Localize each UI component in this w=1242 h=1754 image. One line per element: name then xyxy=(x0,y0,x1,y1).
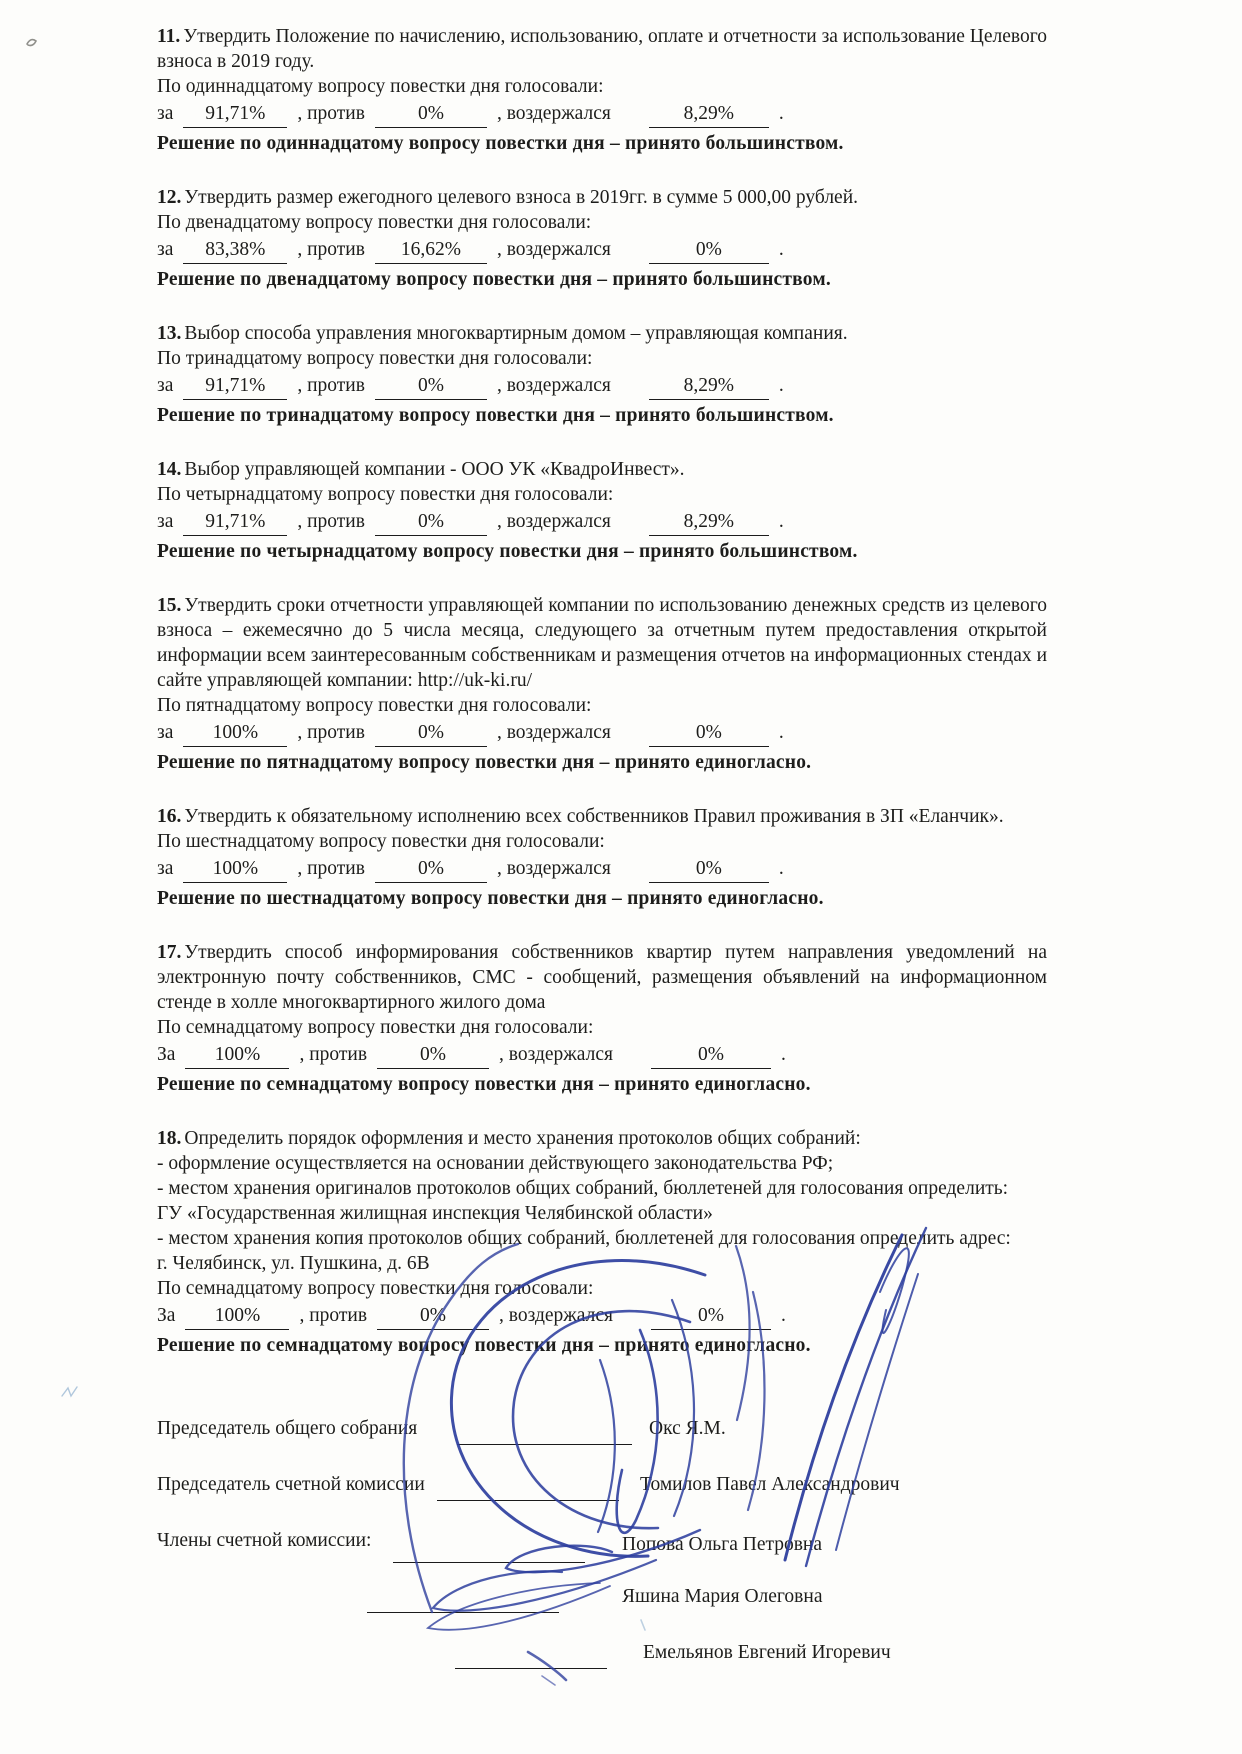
vote-vozd-label: , воздержался xyxy=(499,1305,613,1326)
item-text: 18. Определить порядок оформления и место хранения протоколов общих собраний: xyxy=(157,1128,861,1149)
item-number: 14. xyxy=(157,459,182,480)
vote-za-label: За xyxy=(157,1305,176,1326)
vote-za-label: За xyxy=(157,1044,176,1065)
vote-vozd-value: 8,29% xyxy=(649,373,769,400)
vote-intro: По тринадцатому вопросу повестки дня голосовали: xyxy=(157,348,593,369)
signature-name: Емельянов Евгений Игоревич xyxy=(643,1642,891,1663)
decision-line: Решение по семнадцатому вопросу повестки дня – принято единогласно. xyxy=(157,1074,811,1095)
vote-line: за 100% , против 0% , воздержался 0% . xyxy=(157,856,1047,883)
vote-za-value: 100% xyxy=(185,1303,289,1330)
vote-vozd-value: 0% xyxy=(649,856,769,883)
vote-vozd-label: , воздержался xyxy=(496,239,611,260)
decision-line: Решение по пятнадцатому вопросу повестки дня – принято единогласно. xyxy=(157,752,812,773)
item-number: 16. xyxy=(157,806,182,827)
item-text: 17. Утвердить способ информирования собственников квартир путем направления уведомлений на электронную почту собственников, СМС - сообщений, размещения объявлений на информационном стенде в холле многоквартирного жилого дома xyxy=(157,942,1047,1013)
vote-protiv-label: , против xyxy=(299,1305,368,1326)
vote-za-value: 100% xyxy=(185,1042,289,1069)
vote-intro: По шестнадцатому вопросу повестки дня голосовали: xyxy=(157,831,605,852)
protocol-body xyxy=(157,24,1047,1684)
agenda-item-17 xyxy=(157,940,1047,1097)
item-text: 13. Выбор способа управления многоквартирным домом – управляющая компания. xyxy=(157,323,848,344)
vote-line: За 100% , против 0% , воздержался 0% . xyxy=(157,1042,1047,1069)
vote-za-value: 91,71% xyxy=(183,509,287,536)
item-text: 12. Утвердить размер ежегодного целевого взноса в 2019гг. в сумме 5 000,00 рублей. xyxy=(157,187,859,208)
item-number: 15. xyxy=(157,595,182,616)
item-number: 12. xyxy=(157,187,182,208)
vote-line: за 91,71% , против 0% , воздержался 8,29% . xyxy=(157,101,1047,128)
signature-line xyxy=(393,1562,585,1563)
signature-name: Окс Я.М. xyxy=(649,1418,726,1439)
vote-za-value: 91,71% xyxy=(183,101,287,128)
item-text: 11. Утвердить Положение по начислению, использованию, оплате и отчетности за использование Целевого взноса в 2019 году. xyxy=(157,26,1048,72)
item-subline: - местом хранения копия протоколов общих собраний, бюллетеней для голосования определить адрес: xyxy=(157,1228,1011,1249)
vote-za-value: 100% xyxy=(183,856,287,883)
vote-protiv-value: 0% xyxy=(375,373,487,400)
vote-za-value: 83,38% xyxy=(183,237,287,264)
vote-vozd-label: , воздержался xyxy=(496,722,611,743)
vote-vozd-label: , воздержался xyxy=(496,858,611,879)
signature-block xyxy=(157,1404,1047,1684)
item-text: 15. Утвердить сроки отчетности управляющей компании по использованию денежных средств из целевого взноса – ежемесячно до 5 числа месяца, следующего за отчетным путем предоставления открытой информации всем заинтересованным собственникам и размещения отчетов на информационных стендах и сайте управляющей компании: http://uk-ki.ru/ xyxy=(157,595,1047,691)
vote-line: За 100% , против 0% , воздержался 0% . xyxy=(157,1303,1047,1330)
item-subline: - оформление осуществляется на основании действующего законодательства РФ; xyxy=(157,1153,834,1174)
vote-protiv-value: 0% xyxy=(375,720,487,747)
signature-row-count-chairman xyxy=(157,1460,1047,1516)
vote-intro: По двенадцатому вопросу повестки дня голосовали: xyxy=(157,212,592,233)
vote-vozd-label: , воздержался xyxy=(496,103,611,124)
item-number: 11. xyxy=(157,26,181,47)
vote-intro: По семнадцатому вопросу повестки дня голосовали: xyxy=(157,1017,594,1038)
agenda-item-16 xyxy=(157,804,1047,911)
vote-line: за 83,38% , против 16,62% , воздержался 0% . xyxy=(157,237,1047,264)
signature-name: Яшина Мария Олеговна xyxy=(622,1586,823,1607)
vote-vozd-value: 8,29% xyxy=(649,101,769,128)
agenda-item-18 xyxy=(157,1126,1047,1358)
vote-protiv-value: 0% xyxy=(377,1303,489,1330)
item-number: 18. xyxy=(157,1128,182,1149)
vote-intro: По семнадцатому вопросу повестки дня голосовали: xyxy=(157,1278,594,1299)
vote-protiv-value: 16,62% xyxy=(375,237,487,264)
vote-za-value: 91,71% xyxy=(183,373,287,400)
agenda-item-13 xyxy=(157,321,1047,428)
vote-za-label: за xyxy=(157,858,174,879)
vote-protiv-value: 0% xyxy=(375,856,487,883)
vote-protiv-label: , против xyxy=(297,103,365,124)
item-subline: г. Челябинск, ул. Пушкина, д. 6В xyxy=(157,1253,430,1274)
agenda-item-12 xyxy=(157,185,1047,292)
signature-line xyxy=(367,1612,559,1613)
vote-za-value: 100% xyxy=(183,720,287,747)
vote-vozd-label: , воздержался xyxy=(496,375,611,396)
vote-za-label: за xyxy=(157,375,174,396)
scan-artifact-pencil-mark xyxy=(27,40,36,46)
vote-vozd-value: 0% xyxy=(651,1042,771,1069)
signature-role: Члены счетной комиссии: xyxy=(157,1530,372,1551)
item-subline: - местом хранения оригиналов протоколов общих собраний, бюллетеней для голосования определить: xyxy=(157,1178,1009,1199)
vote-vozd-label: , воздержался xyxy=(499,1044,613,1065)
signature-name: Томилов Павел Александрович xyxy=(640,1474,900,1495)
vote-vozd-value: 0% xyxy=(649,237,769,264)
vote-za-label: за xyxy=(157,722,174,743)
vote-line: за 91,71% , против 0% , воздержался 8,29% . xyxy=(157,373,1047,400)
agenda-item-14 xyxy=(157,457,1047,564)
decision-line: Решение по семнадцатому вопросу повестки дня – принято единогласно. xyxy=(157,1335,811,1356)
item-text: 14. Выбор управляющей компании - ООО УК «КвадроИнвест». xyxy=(157,459,685,480)
vote-vozd-value: 8,29% xyxy=(649,509,769,536)
vote-protiv-label: , против xyxy=(297,375,365,396)
item-number: 17. xyxy=(157,942,182,963)
decision-line: Решение по четырнадцатому вопросу повестки дня – принято большинством. xyxy=(157,541,858,562)
signature-row-member-1 xyxy=(157,1516,1047,1572)
signature-role: Председатель счетной комиссии xyxy=(157,1474,425,1495)
vote-intro: По пятнадцатому вопросу повестки дня голосовали: xyxy=(157,695,592,716)
decision-line: Решение по двенадцатому вопросу повестки дня – принято большинством. xyxy=(157,269,831,290)
signature-row-member-3 xyxy=(157,1628,1047,1684)
vote-za-label: за xyxy=(157,103,174,124)
item-text: 16. Утвердить к обязательному исполнению всех собственников Правил проживания в ЗП «Еланчик». xyxy=(157,806,1004,827)
decision-line: Решение по тринадцатому вопросу повестки дня – принято большинством. xyxy=(157,405,834,426)
vote-protiv-label: , против xyxy=(297,722,365,743)
signature-name: Попова Ольга Петровна xyxy=(622,1534,823,1555)
vote-protiv-label: , против xyxy=(297,239,365,260)
signature-row-chairman xyxy=(157,1404,1047,1460)
signature-line xyxy=(455,1668,607,1669)
vote-protiv-label: , против xyxy=(299,1044,368,1065)
vote-intro: По четырнадцатому вопросу повестки дня голосовали: xyxy=(157,484,614,505)
decision-line: Решение по одиннадцатому вопросу повестки дня – принято большинством. xyxy=(157,133,844,154)
decision-line: Решение по шестнадцатому вопросу повестки дня – принято единогласно. xyxy=(157,888,824,909)
signature-role: Председатель общего собрания xyxy=(157,1418,418,1439)
vote-protiv-value: 0% xyxy=(375,509,487,536)
signature-row-member-2 xyxy=(157,1572,1047,1628)
signature-line xyxy=(437,1500,619,1501)
item-subline: ГУ «Государственная жилищная инспекция Челябинской области» xyxy=(157,1203,713,1224)
agenda-item-15 xyxy=(157,593,1047,775)
vote-line: за 91,71% , против 0% , воздержался 8,29% . xyxy=(157,509,1047,536)
signature-line xyxy=(457,1444,632,1445)
scan-artifact-blue-squiggle xyxy=(62,1387,77,1396)
agenda-item-11 xyxy=(157,24,1047,156)
vote-protiv-value: 0% xyxy=(375,101,487,128)
vote-line: за 100% , против 0% , воздержался 0% . xyxy=(157,720,1047,747)
vote-vozd-label: , воздержался xyxy=(496,511,611,532)
vote-vozd-value: 0% xyxy=(649,720,769,747)
vote-vozd-value: 0% xyxy=(651,1303,771,1330)
item-number: 13. xyxy=(157,323,182,344)
vote-za-label: за xyxy=(157,511,174,532)
vote-protiv-label: , против xyxy=(297,858,365,879)
vote-protiv-value: 0% xyxy=(377,1042,489,1069)
vote-protiv-label: , против xyxy=(297,511,365,532)
vote-za-label: за xyxy=(157,239,174,260)
vote-intro: По одиннадцатому вопросу повестки дня голосовали: xyxy=(157,76,604,97)
